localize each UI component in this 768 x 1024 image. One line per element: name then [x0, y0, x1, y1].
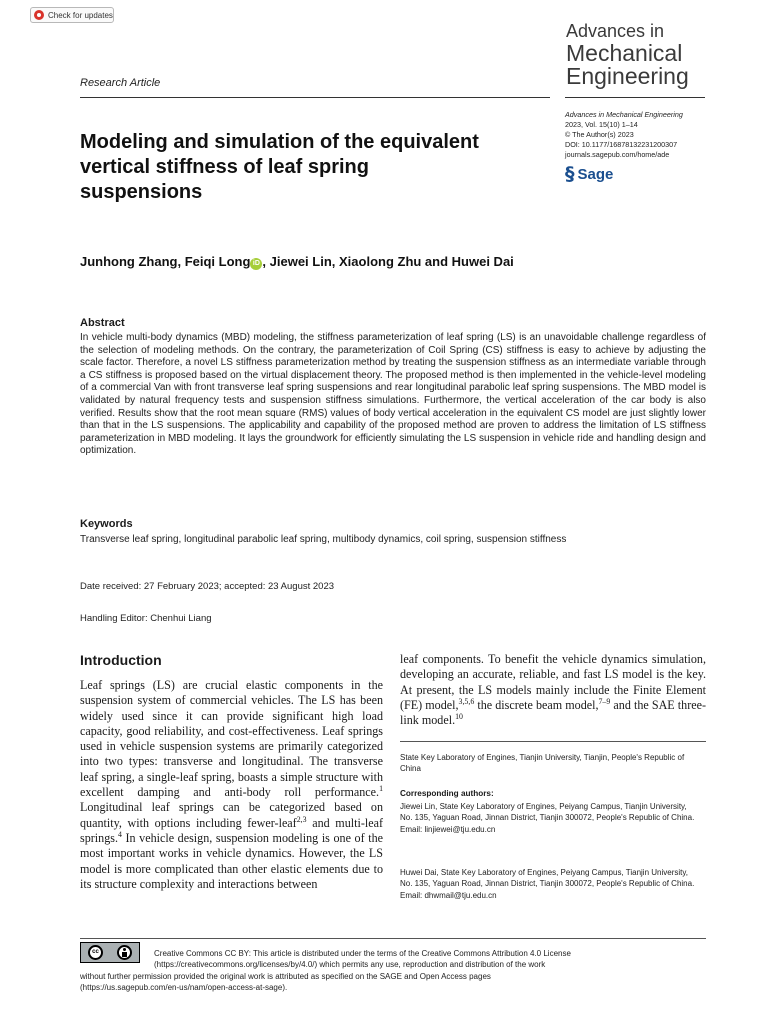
intro-text: Leaf springs (LS) are crucial elastic components in the suspension system of commercial vehicles. The LS has been widely used since it can provide significant high load capacity, good reliability, and cost-effectiveness. Leaf springs used in vehicle suspension systems are primarily categorized into two types: transverse and longitudinal. The transverse leaf spring, a single-leaf spring, boasts a simple structure with excellent damping and anti-body roll performance. — [80, 678, 383, 800]
crossmark-icon — [34, 10, 44, 20]
sage-s-icon: § — [565, 163, 575, 185]
intro-text: the discrete beam model, — [474, 697, 599, 712]
citation[interactable]: 3,5,6 — [458, 696, 475, 706]
intro-text: In vehicle design, suspension modeling is one of the most important works in vehicle dynamics. However, the LS model is more complicated than other elastic elements due to its structure complexity and interactions between — [80, 830, 383, 891]
intro-text: and the SAE three-link model. — [400, 697, 706, 728]
license-text — [80, 948, 706, 994]
keywords-text: Transverse leaf spring, longitudinal parabolic leaf spring, multibody dynamics, coil spring, suspension stiffness — [80, 534, 567, 545]
publisher-name: Sage — [577, 165, 614, 183]
meta-copyright: © The Author(s) 2023 — [565, 130, 634, 139]
citation[interactable]: 10 — [455, 712, 463, 722]
corresponding-author-1 — [400, 801, 700, 835]
journal-logo — [566, 20, 689, 88]
handling-editor: Handling Editor: Chenhui Liang — [80, 613, 212, 624]
meta-journal: Advances in Mechanical Engineering — [565, 110, 683, 119]
footer-divider — [80, 938, 706, 939]
submission-dates: Date received: 27 February 2023; accepted: 23 August 2023 — [80, 581, 335, 592]
header-divider-right — [565, 97, 705, 98]
corresponding-author-2 — [400, 867, 700, 901]
check-for-updates-button[interactable] — [30, 7, 114, 23]
intro-text: leaf components. To benefit the vehicle dynamics simulation, developing an accurate, reliable, and fast LS model is the key. At present, the LS models mainly include the Finite Element (FE) model, — [400, 652, 706, 712]
meta-url[interactable]: journals.sagepub.com/home/ade — [565, 150, 670, 159]
introduction-column-right — [400, 652, 706, 728]
authors-part1: Junhong Zhang, Feiqi Long — [80, 254, 251, 269]
abstract-text: In vehicle multi-body dynamics (MBD) modeling, the stiffness parameterization of leaf spring (LS) is an unavoidable challenge regardless of the selection of modeling methods. On the contrary, the parameterization of Coil Spring (CS) stiffness is easy to achieve by adjusting the scale factor. Therefore, a novel LS stiffness parameterization method by treating the suspension stiffness as an intermediate variable through a CS stiffness is proposed based on the virtual displacement theory. The proposed method is then implemented in the vehicle-level modeling of a commercial Van with front transverse leaf spring suspensions and rear longitudinal parabolic leaf spring suspensions. The MBD model is validated by natural frequency tests and suspension stiffness simulations. Furthermore, the vertical acceleration of the car body is also verified. Results show that the root mean square (RMS) values of body vertical acceleration in the equivalent CS model are just slightly lower than that in the LS suspensions. The applicability and capability of the proposed method are proven to address the limitation of LS stiffness parameterization in MBD modeling. It lays the groundwork for efficiently simulating the LS suspension in vehicle ride and handling design and optimization. — [80, 332, 706, 457]
corresponding-author-1-address: Jiewei Lin, State Key Laboratory of Engines, Peiyang Campus, Tianjin University, No. 135, Yaguan Road, Jinnan District, Tianjin 300072, People's Republic of China. — [400, 802, 695, 823]
journal-name-line3: Engineering — [566, 63, 689, 89]
meta-doi[interactable]: DOI: 10.1177/16878132231200307 — [565, 140, 678, 149]
corresponding-author-2-email[interactable]: Email: dhwmail@tju.edu.cn — [400, 890, 497, 900]
license-line-3: without further permission provided the original work is attributed as specified on the SAGE and Open Access pages — [80, 971, 491, 981]
affiliation: State Key Laboratory of Engines, Tianjin University, Tianjin, People's Republic of China — [400, 753, 685, 773]
license-line-4[interactable]: (https://us.sagepub.com/en-us/nam/open-access-at-sage). — [80, 983, 288, 993]
introduction-column-left — [80, 678, 383, 892]
check-for-updates-label: Check for updates — [48, 10, 113, 20]
header-divider — [80, 97, 550, 98]
citation[interactable]: 4 — [117, 829, 122, 839]
journal-name-line2: Mechanical — [566, 40, 683, 66]
author-list — [80, 254, 514, 270]
corresponding-author-2-address: Huwei Dai, State Key Laboratory of Engines, Peiyang Campus, Tianjin University, No. 135, Yaguan Road, Jinnan District, Tianjin 300072, People's Republic of China. — [400, 868, 695, 889]
orcid-icon[interactable]: iD — [250, 258, 262, 270]
journal-name-line1: Advances in — [566, 21, 665, 41]
article-title: Modeling and simulation of the equivalent vertical stiffness of leaf spring suspensions — [80, 131, 479, 203]
article-type: Research Article — [80, 77, 161, 89]
cc-icon: cc — [88, 945, 103, 960]
introduction-heading: Introduction — [80, 652, 162, 668]
keywords-heading: Keywords — [80, 518, 133, 530]
affiliation-divider — [400, 741, 706, 742]
authors-part2: , Jiewei Lin, Xiaolong Zhu and Huwei Dai — [262, 254, 514, 269]
citation[interactable]: 7–9 — [598, 696, 611, 706]
citation[interactable]: 1 — [379, 784, 383, 794]
meta-volume: 2023, Vol. 15(10) 1–14 — [565, 120, 638, 129]
license-line-2[interactable]: (https://creativecommons.org/licenses/by/4.0/) which permits any use, reproduction and distribution of the work — [154, 960, 546, 970]
publisher-logo — [565, 163, 613, 185]
license-line-1: Creative Commons CC BY: This article is distributed under the terms of the Creative Commons Attribution 4.0 License — [154, 949, 571, 958]
corresponding-authors-heading: Corresponding authors: — [400, 789, 494, 798]
citation[interactable]: 2,3 — [296, 814, 307, 824]
article-metadata — [565, 110, 683, 160]
abstract-heading: Abstract — [80, 317, 125, 329]
corresponding-author-1-email[interactable]: Email: linjiewei@tju.edu.cn — [400, 824, 496, 834]
intro-text: and multi-leaf springs. — [80, 815, 383, 845]
intro-text: Longitudinal leaf springs can be categorized based on quantity, with options including fewer-leaf — [80, 800, 383, 830]
